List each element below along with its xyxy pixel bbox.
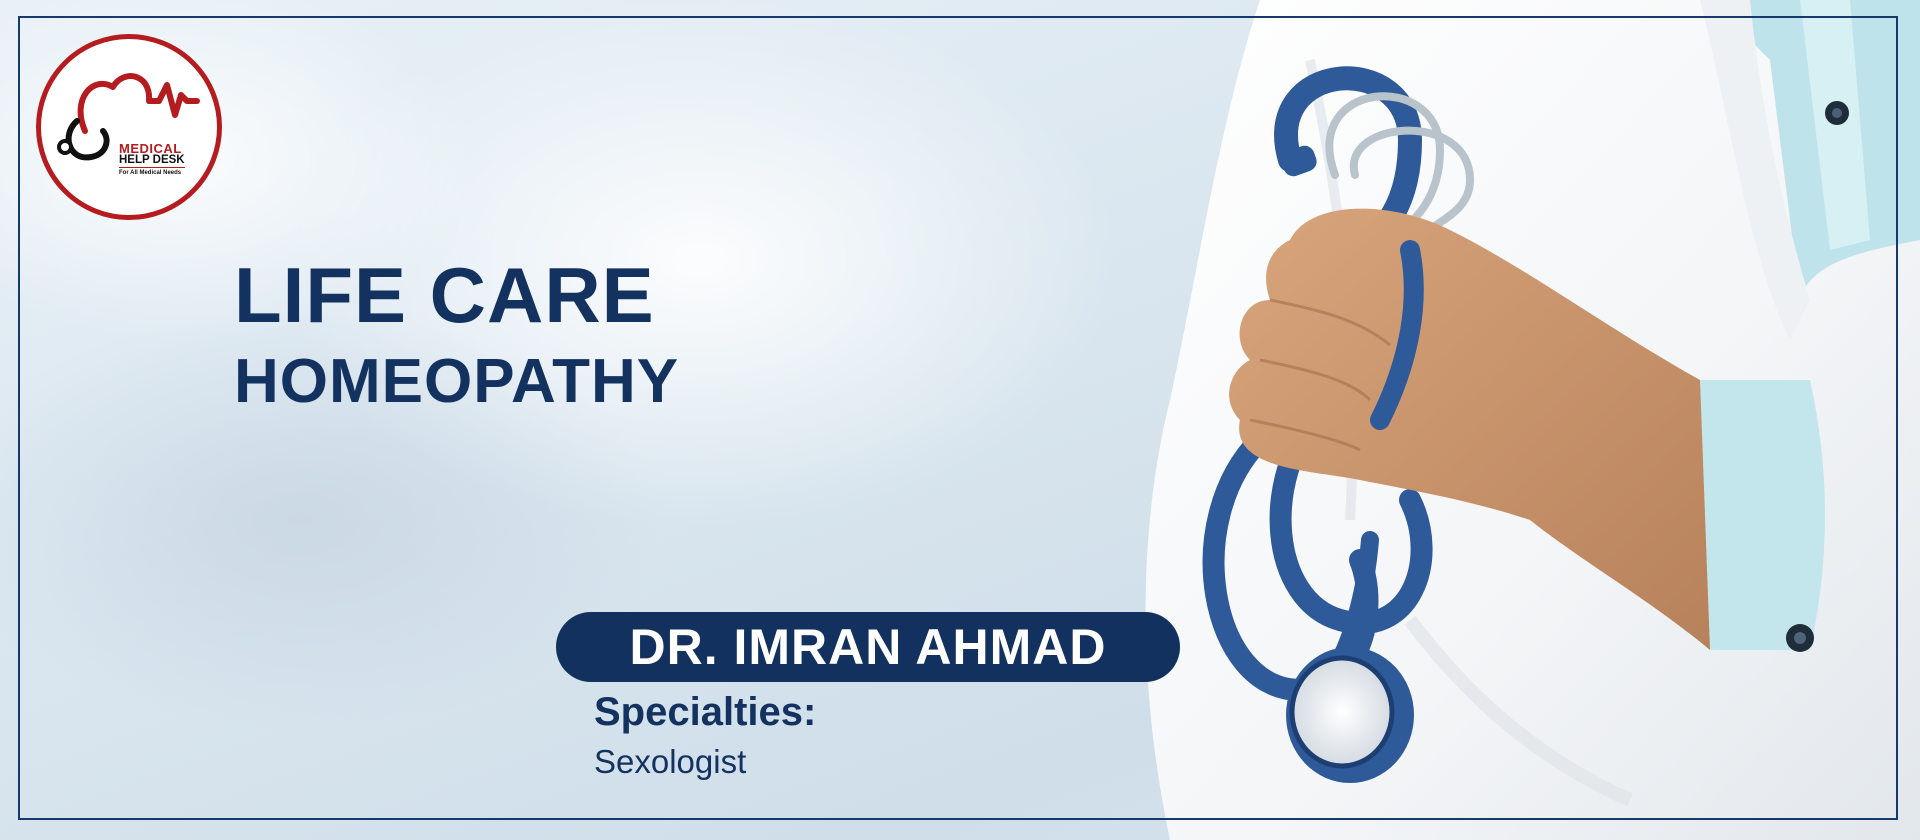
specialties-label: Specialties: — [594, 690, 817, 734]
logo-text-help-desk: HELP DESK — [119, 154, 185, 166]
doctor-with-stethoscope-image — [1110, 0, 1920, 840]
logo-text-medical: MEDICAL — [119, 141, 182, 156]
doctor-name-badge — [556, 612, 1180, 682]
clinic-name-line1: LIFE CARE — [234, 251, 655, 339]
logo-tagline: For All Medical Needs — [119, 170, 182, 176]
heart-stethoscope-icon — [41, 39, 217, 215]
clinic-name-line2: HOMEOPATHY — [234, 347, 680, 416]
specialty-value: Sexologist — [594, 743, 747, 780]
doctor-name: DR. IMRAN AHMAD — [629, 619, 1107, 675]
medical-help-desk-logo[interactable] — [36, 34, 222, 220]
